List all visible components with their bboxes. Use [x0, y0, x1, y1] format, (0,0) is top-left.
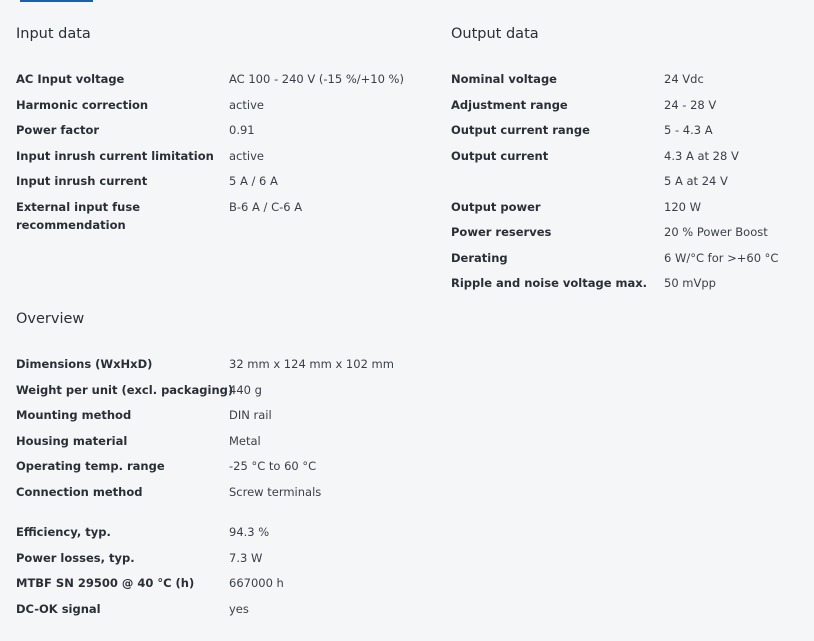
output-data-title: Output data: [451, 26, 539, 42]
spec-value: 667000 h: [229, 576, 284, 590]
spec-label: Power factor: [16, 123, 100, 137]
spec-value: 94.3 %: [229, 525, 270, 539]
active-tab-indicator: [20, 0, 93, 2]
spec-value: Metal: [229, 434, 261, 448]
input-data-section: [16, 26, 436, 246]
spec-value: B-6 A / C-6 A: [229, 200, 303, 214]
spec-label: Derating: [451, 251, 508, 265]
spec-value: 24 - 28 V: [664, 98, 717, 112]
spec-label: Output current: [451, 149, 549, 163]
spec-value: yes: [229, 602, 249, 616]
spec-label: Harmonic correction: [16, 98, 149, 112]
spec-value: Screw terminals: [229, 485, 322, 499]
spec-value: 50 mVpp: [664, 276, 716, 290]
spec-label: AC Input voltage: [16, 72, 125, 86]
spec-label: MTBF SN 29500 @ 40 °C (h): [16, 576, 195, 590]
spec-label: DC-OK signal: [16, 602, 101, 616]
spec-value: 5 A at 24 V: [664, 174, 728, 188]
spec-value: 32 mm x 124 mm x 102 mm: [229, 357, 394, 371]
overview-section: [16, 311, 436, 631]
spec-value: 7.3 W: [229, 551, 263, 565]
spec-value: AC 100 - 240 V (-15 %/+10 %): [229, 72, 404, 86]
spec-label: Power losses, typ.: [16, 551, 135, 565]
spec-label: Output current range: [451, 123, 590, 137]
input-data-title: Input data: [16, 26, 91, 42]
spec-value: 20 % Power Boost: [664, 225, 768, 239]
spec-value: 0.91: [229, 123, 255, 137]
spec-label: Input inrush current limitation: [16, 149, 214, 163]
spec-label: Output power: [451, 200, 541, 214]
spec-label: Mounting method: [16, 408, 132, 422]
spec-value: 6 W/°C for >+60 °C: [664, 251, 779, 265]
spec-value: 5 - 4.3 A: [664, 123, 713, 137]
spec-value: 4.3 A at 28 V: [664, 149, 739, 163]
spec-label: External input fuse recommendation: [16, 200, 141, 232]
spec-value: 5 A / 6 A: [229, 174, 278, 188]
spec-value: -25 °C to 60 °C: [229, 459, 317, 473]
spec-value: DIN rail: [229, 408, 272, 422]
spec-value: active: [229, 98, 264, 112]
spec-value: 440 g: [229, 383, 262, 397]
spec-label: Input inrush current: [16, 174, 148, 188]
overview-title: Overview: [16, 311, 85, 327]
spec-value: 120 W: [664, 200, 701, 214]
output-data-section: [451, 26, 801, 306]
spec-label: Nominal voltage: [451, 72, 557, 86]
spec-label: Adjustment range: [451, 98, 568, 112]
spec-label: Ripple and noise voltage max.: [451, 276, 648, 290]
spec-label: Efficiency, typ.: [16, 525, 111, 539]
spec-label: Power reserves: [451, 225, 552, 239]
spec-value: active: [229, 149, 264, 163]
spec-label: Weight per unit (excl. packaging): [16, 383, 234, 397]
spec-label: Housing material: [16, 434, 128, 448]
spec-label: Operating temp. range: [16, 459, 165, 473]
spec-label: Dimensions (WxHxD): [16, 357, 153, 371]
spec-value: 24 Vdc: [664, 72, 704, 86]
spec-label: Connection method: [16, 485, 143, 499]
